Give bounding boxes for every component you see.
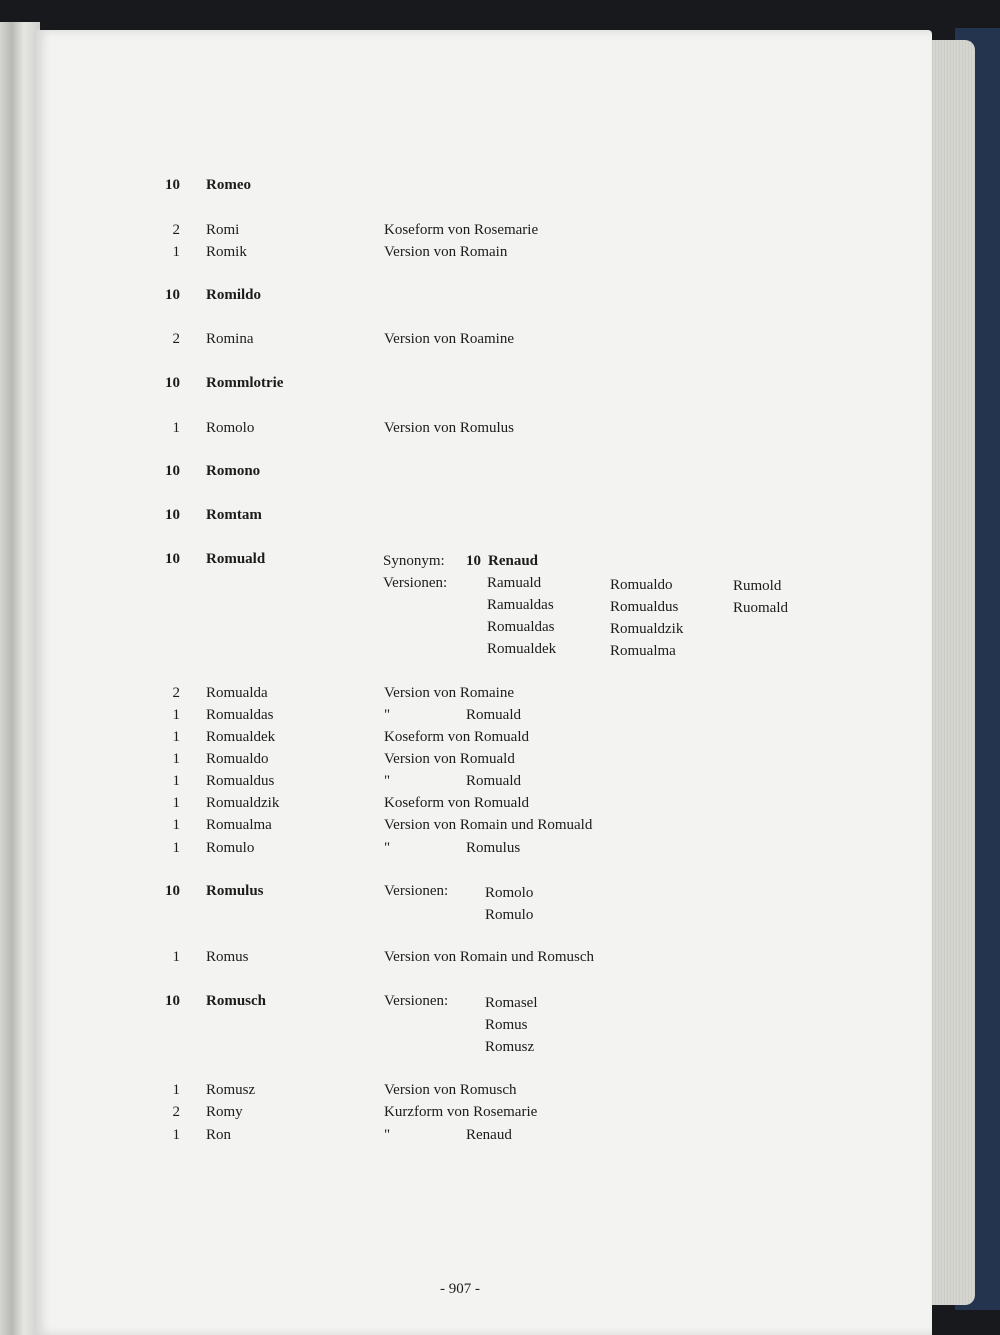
entry-name: Romualdo [206,751,269,767]
entry-frequency: 1 [172,707,180,723]
romuald-version: Rumold [733,578,782,594]
entry-description: Koseform von Romuald [384,729,529,745]
book-page-edges [925,40,975,1305]
romuald-version: Ramualdas [487,597,554,613]
entry-frequency: 1 [172,817,180,833]
entry-description: Version von Romain und Romuald [384,817,593,833]
entry-description: Versionen: [384,993,449,1009]
romuald-version: Romualdas [487,619,555,635]
entry-name: Romi [206,222,240,238]
romuald-version: Romualdus [610,599,679,615]
entry-name: Romualda [206,685,268,701]
entry-frequency: 10 [165,463,180,479]
romusch-version: Romasel [485,995,538,1011]
entry-frequency: 2 [172,685,180,701]
entry-frequency: 10 [165,507,180,523]
entry-name: Romualdek [206,729,276,745]
entry-frequency: 10 [165,883,180,899]
entry-description: Versionen: [384,883,449,899]
entry-name: Romus [206,949,249,965]
entry-description: " [384,707,391,723]
page-number: - 907 - [440,1281,480,1297]
entry-description: Version von Romain [384,244,508,260]
romuald-version: Romualma [610,643,676,659]
romuald-synonym-label: Synonym: [383,553,445,569]
entry-description: Version von Romusch [384,1082,517,1098]
book-left-edge [0,22,40,1335]
entry-name: Romina [206,331,254,347]
entry-description: Version von Romuald [384,751,515,767]
entry-description: Version von Romaine [384,685,514,701]
entry-description: Koseform von Rosemarie [384,222,539,238]
entry-name: Romtam [206,507,262,523]
entry-frequency: 2 [172,222,180,238]
entry-name: Romolo [206,420,255,436]
entry-name: Romeo [206,177,251,193]
romulus-version: Romulo [485,907,534,923]
entry-frequency: 1 [172,420,180,436]
entry-frequency: 1 [172,244,180,260]
romuald-version: Ramuald [487,575,542,591]
entry-description: Version von Roamine [384,331,514,347]
romusch-version: Romus [485,1017,528,1033]
entry-frequency: 10 [165,993,180,1009]
entry-description: Kurzform von Rosemarie [384,1104,538,1120]
entry-description-target: Romuald [466,773,521,789]
entry-description-target: Renaud [466,1127,512,1143]
romuald-synonym-name: Renaud [488,553,539,569]
romuald-version: Romualdo [610,577,673,593]
entry-frequency: 1 [172,1082,180,1098]
entry-frequency: 1 [172,773,180,789]
entry-frequency: 10 [165,551,180,567]
entry-description: Koseform von Romuald [384,795,529,811]
entry-name: Romuald [206,551,266,567]
entry-name: Romulo [206,840,255,856]
entry-frequency: 2 [172,1104,180,1120]
entry-name: Romualdzik [206,795,280,811]
entry-frequency: 1 [172,795,180,811]
entry-name: Rommlotrie [206,375,284,391]
entry-description-target: Romulus [466,840,521,856]
romuald-synonym-num: 10 [466,553,481,569]
entry-frequency: 10 [165,177,180,193]
entry-description-target: Romuald [466,707,521,723]
entry-description: Version von Romain und Romusch [384,949,594,965]
entry-name: Romik [206,244,247,260]
entry-frequency: 10 [165,375,180,391]
entry-frequency: 1 [172,949,180,965]
entry-name: Romualdas [206,707,274,723]
entry-frequency: 1 [172,840,180,856]
entry-name: Romildo [206,287,262,303]
entry-name: Romulus [206,883,264,899]
entry-frequency: 10 [165,287,180,303]
romusch-version: Romusz [485,1039,535,1055]
romuald-versions-label: Versionen: [383,575,448,591]
entry-frequency: 1 [172,751,180,767]
romuald-version: Ruomald [733,600,788,616]
entry-name: Romualma [206,817,272,833]
entry-name: Romusz [206,1082,256,1098]
entry-name: Romono [206,463,261,479]
entry-frequency: 2 [172,331,180,347]
entry-description: " [384,840,391,856]
romuald-version: Romualdzik [610,621,684,637]
entry-name: Romy [206,1104,243,1120]
entry-description: " [384,773,391,789]
entry-name: Romusch [206,993,267,1009]
romulus-version: Romolo [485,885,534,901]
entry-frequency: 1 [172,729,180,745]
entry-description: Version von Romulus [384,420,515,436]
entry-description: " [384,1127,391,1143]
entry-frequency: 1 [172,1127,180,1143]
entry-name: Romualdus [206,773,275,789]
romuald-version: Romualdek [487,641,557,657]
entry-name: Ron [206,1127,232,1143]
